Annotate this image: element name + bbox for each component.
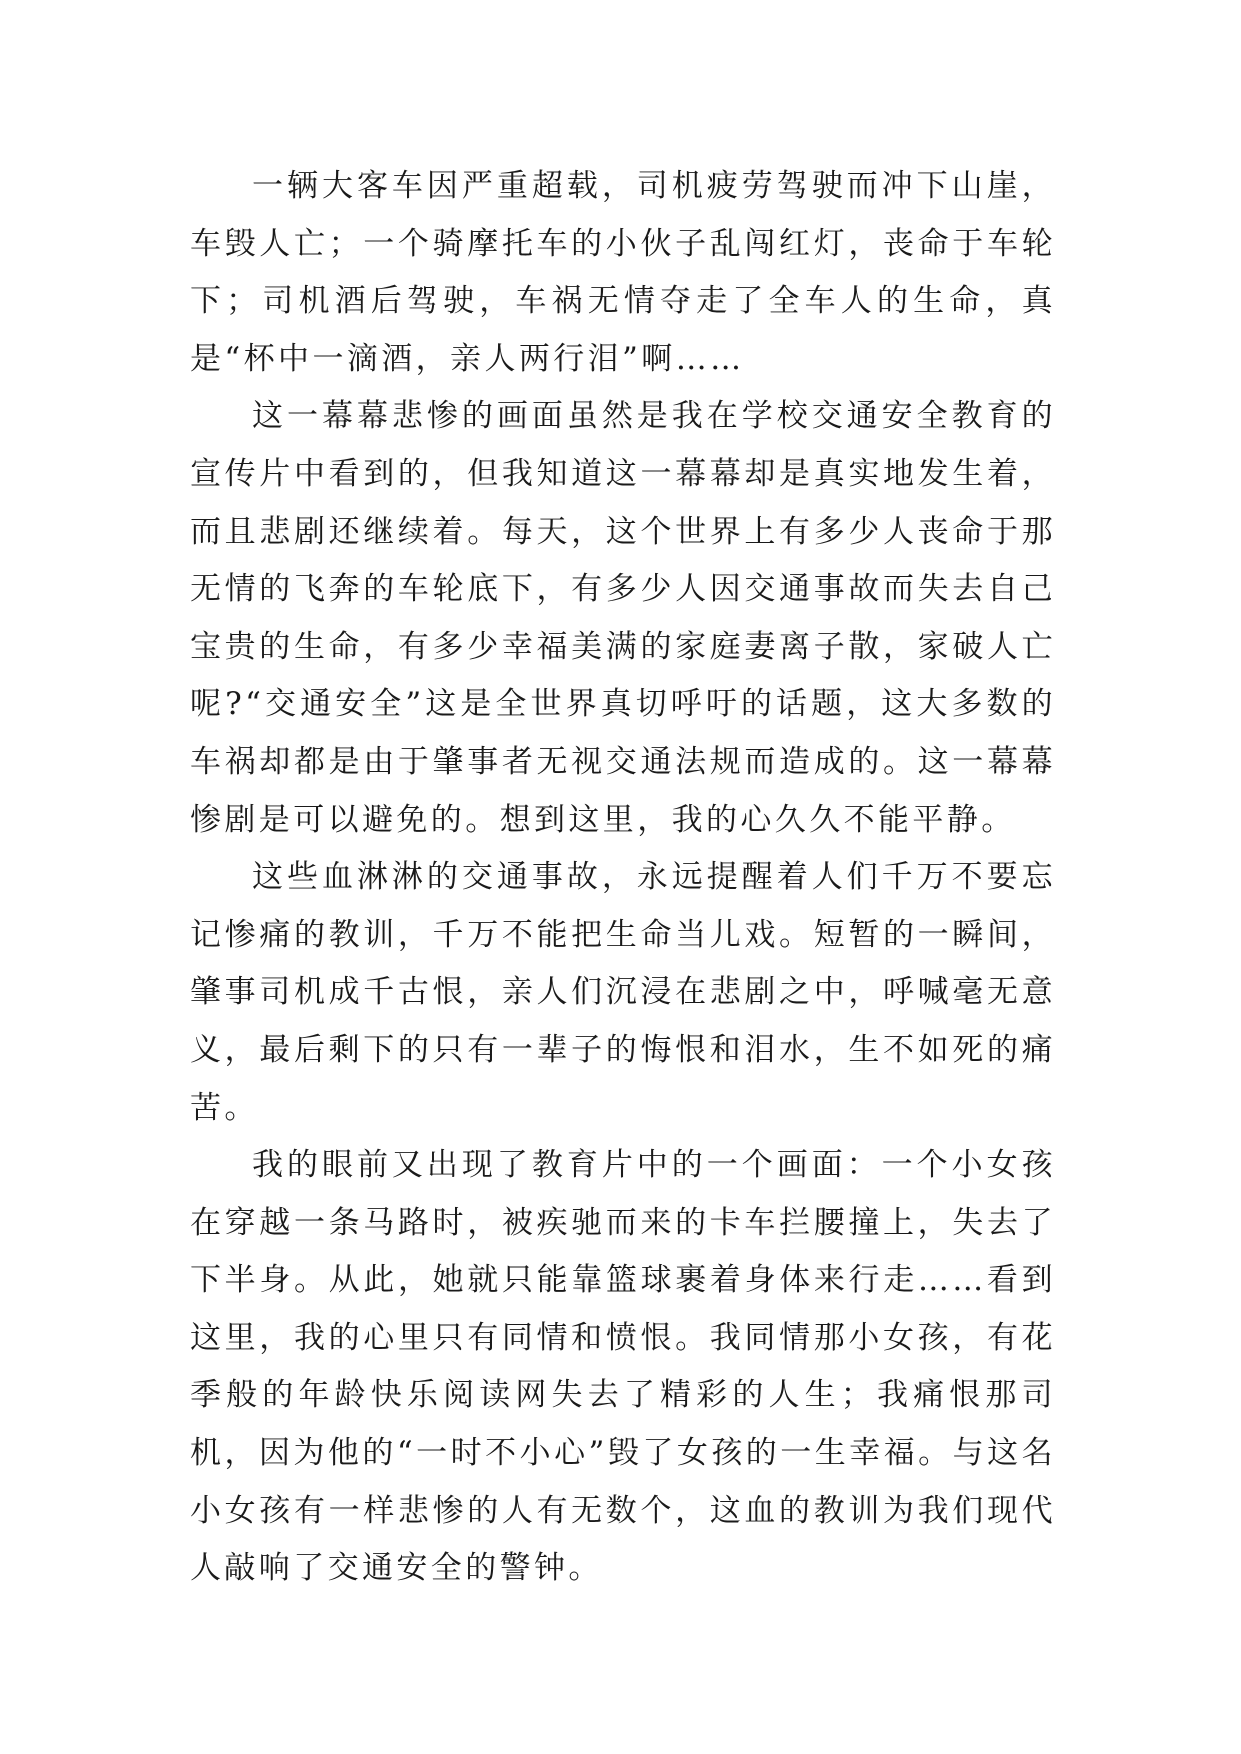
document-body	[190, 158, 1056, 1598]
paragraph-4: 我的眼前又出现了教育片中的一个画面：一个小女孩在穿越一条马路时，被疾驰而来的卡车拦腰撞上，失去了下半身。从此，她就只能靠篮球裹着身体来行走……看到这里，我的心里只有同情和愤恨。我同情那小女孩，有花季般的年龄快乐阅读网失去了精彩的人生；我痛恨那司机，因为他的“一时不小心”毁了女孩的一生幸福。与这名小女孩有一样悲惨的人有无数个，这血的教训为我们现代人敲响了交通安全的警钟。	[190, 1147, 1056, 1587]
paragraph-1: 一辆大客车因严重超载，司机疲劳驾驶而冲下山崖，车毁人亡；一个骑摩托车的小伙子乱闯红灯，丧命于车轮下；司机酒后驾驶，车祸无情夺走了全车人的生命，真是“杯中一滴酒，亲人两行泪”啊……	[190, 168, 1056, 377]
paragraph-2: 这一幕幕悲惨的画面虽然是我在学校交通安全教育的宣传片中看到的，但我知道这一幕幕却是真实地发生着，而且悲剧还继续着。每天，这个世界上有多少人丧命于那无情的飞奔的车轮底下，有多少人因交通事故而失去自己宝贵的生命，有多少幸福美满的家庭妻离子散，家破人亡呢?“交通安全”这是全世界真切呼吁的话题，这大多数的车祸却都是由于肇事者无视交通法规而造成的。这一幕幕惨剧是可以避免的。想到这里，我的心久久不能平静。	[190, 398, 1056, 838]
paragraph-3: 这些血淋淋的交通事故，永远提醒着人们千万不要忘记惨痛的教训，千万不能把生命当儿戏。短暂的一瞬间，肇事司机成千古恨，亲人们沉浸在悲剧之中，呼喊毫无意义，最后剩下的只有一辈子的悔恨和泪水，生不如死的痛苦。	[190, 859, 1056, 1126]
